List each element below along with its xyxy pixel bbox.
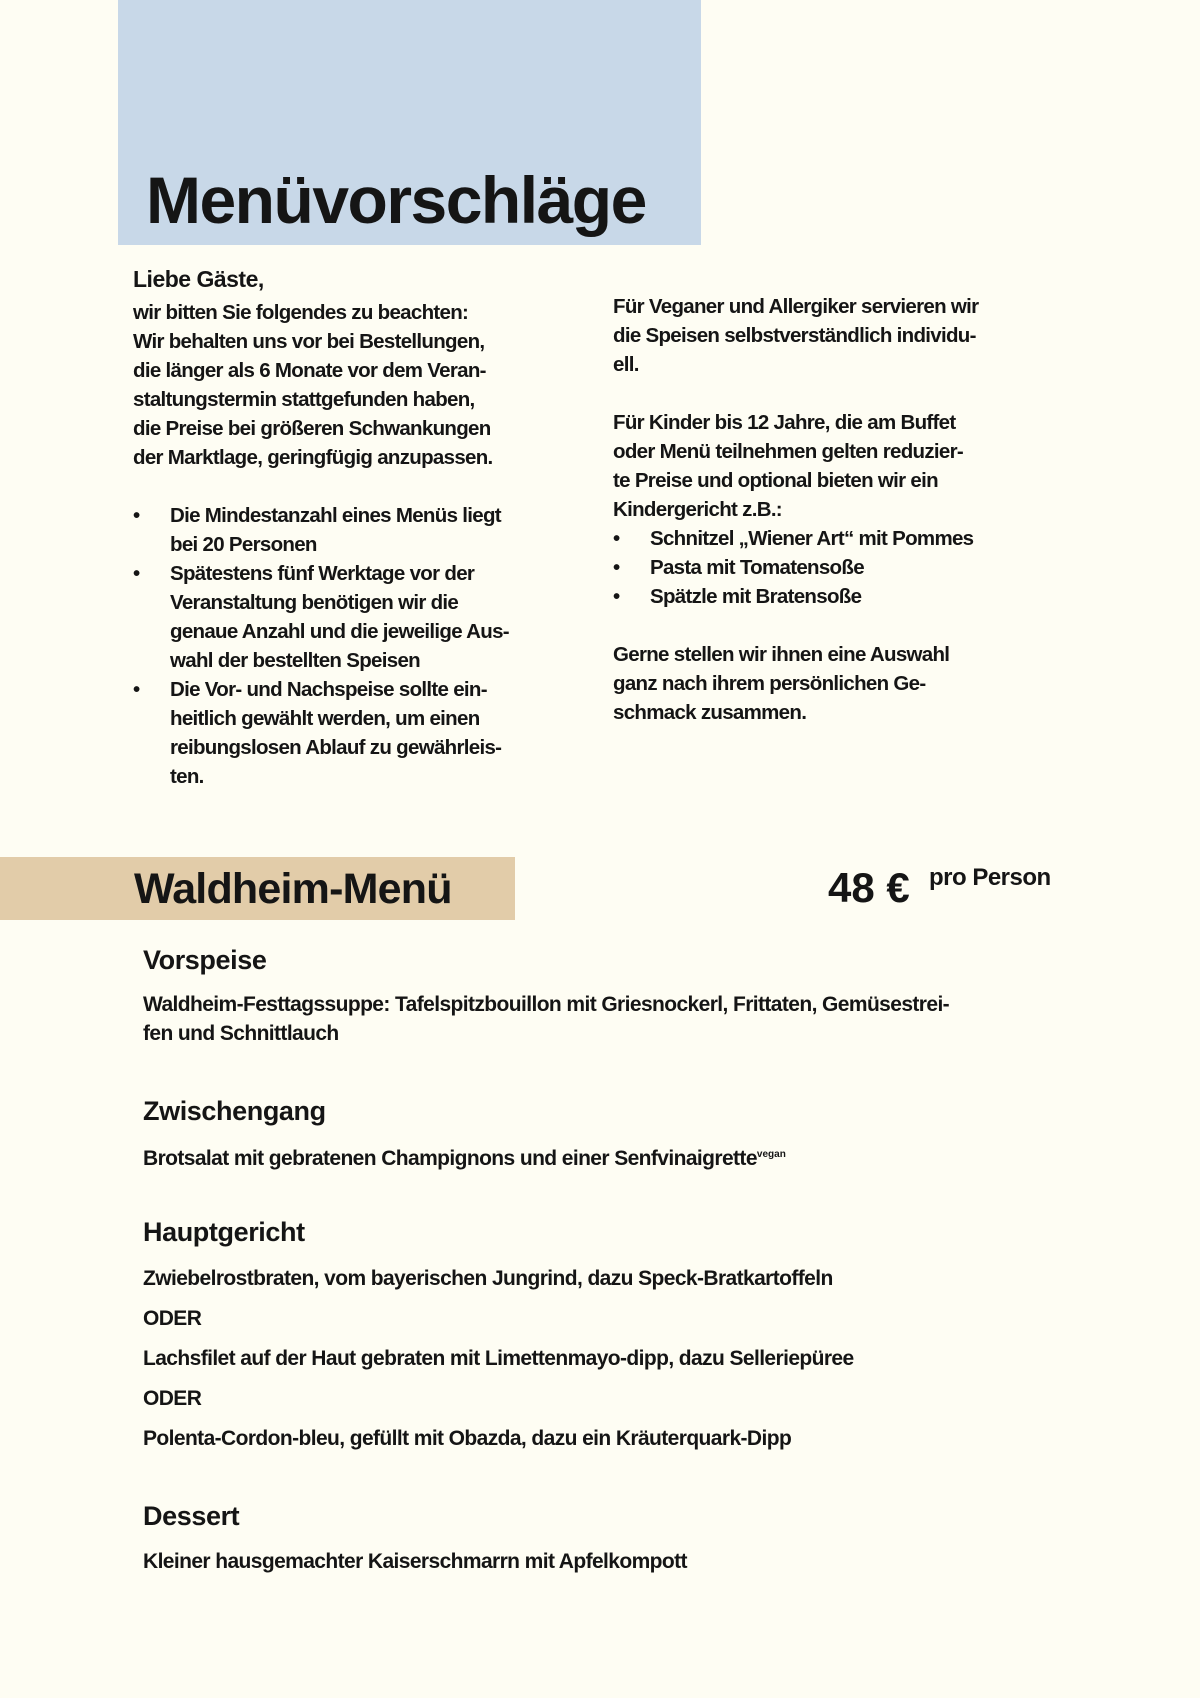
vegan-tag: vegan bbox=[756, 1149, 786, 1160]
kids-note-line: Kindergericht z.B.: bbox=[613, 498, 782, 521]
vegan-note-line: die Speisen selbstverständlich individu- bbox=[613, 324, 976, 347]
bullet-icon: • bbox=[613, 585, 620, 608]
dessert-dish: Kleiner hausgemachter Kaiserschmarrn mit Apfelkompott bbox=[143, 1550, 687, 1573]
or-separator: ODER bbox=[143, 1307, 202, 1330]
course-heading-dessert: Dessert bbox=[143, 1501, 240, 1531]
bullet-icon: • bbox=[133, 678, 140, 701]
greeting: Liebe Gäste, bbox=[133, 266, 264, 292]
kids-note-line: Für Kinder bis 12 Jahre, die am Buffet bbox=[613, 411, 956, 434]
closing-note-line: schmack zusammen. bbox=[613, 701, 807, 724]
vegan-note-line: ell. bbox=[613, 353, 639, 376]
main-option: Polenta-Cordon-bleu, gefüllt mit Obazda, dazu ein Kräuterquark-Dipp bbox=[143, 1427, 792, 1450]
menu-price: 48 € bbox=[828, 864, 910, 911]
vegan-note-line: Für Veganer und Allergiker servieren wir bbox=[613, 295, 979, 318]
bullet-line: Veranstaltung benötigen wir die bbox=[170, 591, 459, 614]
page-title: Menüvorschläge bbox=[146, 163, 646, 237]
note-bullet bbox=[133, 501, 509, 559]
intro-line: die länger als 6 Monate vor dem Veran- bbox=[133, 359, 486, 382]
bullet-icon: • bbox=[613, 556, 620, 579]
kids-dish bbox=[613, 553, 978, 582]
bullet-line: heitlich gewählt werden, um einen bbox=[170, 707, 480, 730]
closing-note-line: Gerne stellen wir ihnen eine Auswahl bbox=[613, 643, 950, 666]
bullet-line: wahl der bestellten Speisen bbox=[170, 649, 420, 672]
intro-left-column bbox=[133, 265, 509, 791]
note-bullet bbox=[133, 559, 509, 675]
note-bullet bbox=[133, 675, 509, 791]
intro-line: Wir behalten uns vor bei Bestellungen, bbox=[133, 330, 485, 353]
kids-note-line: te Preise und optional bieten wir ein bbox=[613, 469, 938, 492]
intro-line: die Preise bei größeren Schwankungen bbox=[133, 417, 491, 440]
bullet-line: Die Vor- und Nachspeise sollte ein- bbox=[170, 678, 487, 701]
bullet-icon: • bbox=[613, 527, 620, 550]
kids-dish-label: Pasta mit Tomatensoße bbox=[650, 556, 864, 579]
kids-note-line: oder Menü teilnehmen gelten reduzier- bbox=[613, 440, 963, 463]
bullet-line: Spätestens fünf Werktage vor der bbox=[170, 562, 475, 585]
course-heading-starter: Vorspeise bbox=[143, 945, 267, 975]
bullet-line: genaue Anzahl und die jeweilige Aus- bbox=[170, 620, 509, 643]
course-heading-main: Hauptgericht bbox=[143, 1217, 305, 1247]
intermediate-dish bbox=[143, 1140, 786, 1173]
intro-line: staltungstermin stattgefunden haben, bbox=[133, 388, 475, 411]
kids-dish-label: Schnitzel „Wiener Art“ mit Pommes bbox=[650, 527, 974, 550]
price-unit: pro Person bbox=[929, 864, 1051, 891]
menu-title: Waldheim-Menü bbox=[134, 865, 452, 913]
kids-dish-label: Spätzle mit Bratensoße bbox=[650, 585, 862, 608]
kids-dish bbox=[613, 524, 978, 553]
bullet-line: Die Mindestanzahl eines Menüs liegt bbox=[170, 504, 501, 527]
intro-right-column bbox=[613, 292, 978, 727]
starter-line: fen und Schnittlauch bbox=[143, 1022, 339, 1045]
main-option: Lachsfilet auf der Haut gebraten mit Limettenmayo-dipp, dazu Selleriepüree bbox=[143, 1347, 854, 1370]
starter-line: Waldheim-Festtagssuppe: Tafelspitzbouillon mit Griesnockerl, Frittaten, Gemüsestrei- bbox=[143, 993, 950, 1016]
bullet-line: bei 20 Personen bbox=[170, 533, 317, 556]
course-heading-intermediate: Zwischengang bbox=[143, 1096, 326, 1126]
intermediate-dish-text: Brotsalat mit gebratenen Champignons und einer Senfvinaigrette bbox=[143, 1147, 757, 1170]
kids-dish bbox=[613, 582, 978, 611]
main-option: Zwiebelrostbraten, vom bayerischen Jungrind, dazu Speck-Bratkartoffeln bbox=[143, 1267, 833, 1290]
bullet-icon: • bbox=[133, 504, 140, 527]
bullet-line: ten. bbox=[170, 765, 204, 788]
or-separator: ODER bbox=[143, 1387, 202, 1410]
bullet-icon: • bbox=[133, 562, 140, 585]
intro-line: der Marktlage, geringfügig anzupassen. bbox=[133, 446, 493, 469]
intro-line: wir bitten Sie folgendes zu beachten: bbox=[133, 301, 469, 324]
closing-note-line: ganz nach ihrem persönlichen Ge- bbox=[613, 672, 926, 695]
bullet-line: reibungslosen Ablauf zu gewährleis- bbox=[170, 736, 502, 759]
